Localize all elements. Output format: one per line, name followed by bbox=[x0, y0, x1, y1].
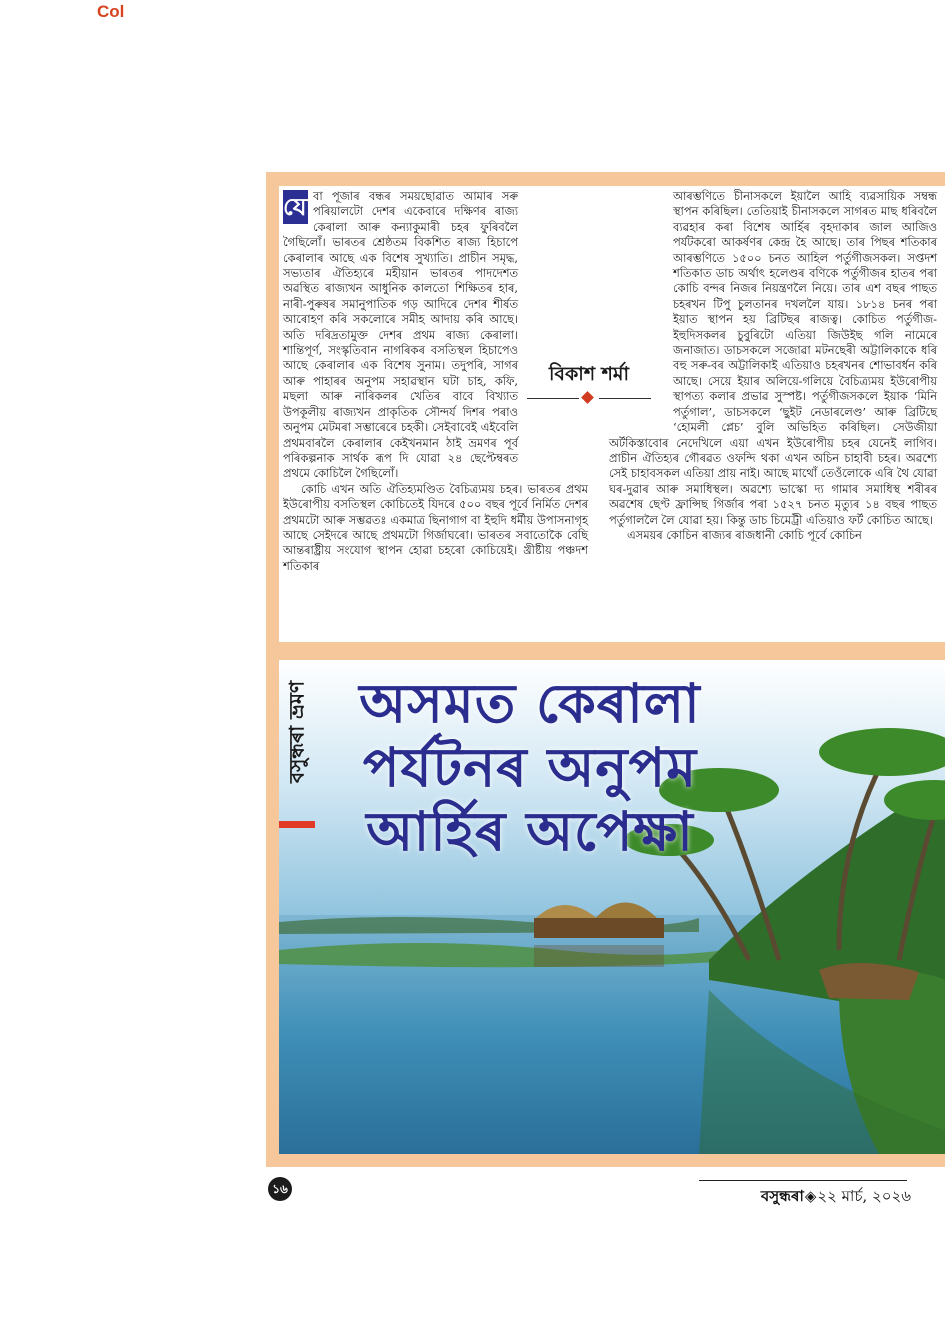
accent-bar bbox=[279, 821, 315, 828]
article-column-right bbox=[609, 189, 937, 543]
issue-date: ২২ মাৰ্চ, ২০২৬ bbox=[817, 1187, 911, 1205]
dropcap: যো bbox=[283, 190, 308, 224]
page-number: ১৬ bbox=[268, 1177, 292, 1201]
paragraph bbox=[609, 189, 937, 528]
corner-tag: Col bbox=[97, 2, 125, 21]
paragraph-text: বা পূজাৰ বন্ধৰ সময়ছোৱাত আমাৰ সৰু পৰিয়ালটো দেশৰ একেবাৰে দক্ষিণৰ ৰাজ্য কেৰালা আৰু কন্যাকুমাৰী চহৰ ফুৰিবলৈ গৈছিলোঁ। ভাৰতৰ শ্ৰেষ্ঠতম বিকশিত ৰাজ্য হিচাপে কেৰালাৰ আছে এক বিশেষ সুখ্যাতি। প্ৰাচীন সমৃদ্ধ, সভ্যতাৰ ঐতিহ্যৰে মহীয়ান ভাৰতৰ পাদদেশত অৱস্থিত ৰাজ্যখন আধুনিক কালতো শিক্ষিতৰ হাৰ, নাৰী-পুৰুষৰ সমানুপাতিক গড় আদিৰে দেশৰ শীৰ্ষত আৰোহণ কৰি সকলোৰে সমীহ আদায় কৰি আছে। অতি দৰিদ্ৰতামুক্ত দেশৰ প্ৰথম ৰাজ্য কেৰালা। শান্তিপূৰ্ণ, সংস্কৃতিবান নাগৰিকৰ বসতিস্থল হিচাপেও আছে কেৰালাৰ এক বিশেষ সুনাম। তদুপৰি, সাগৰ আৰু পাহাৰৰ অনুপম সহাৱস্থান ঘটা চাহ, কফি, মছলা আৰু নাৰিকলৰ খেতিৰ বাবে বিখ্যাত উপকূলীয় ৰাজ্যখন প্ৰাকৃতিক সৌন্দৰ্য দিশৰ পৰাও অনুপম মেটমৰা সম্ভাৰেৰে চহকী। সেইবাবেই এইবেলি প্ৰথমবাৰলৈ কেৰালাৰ কেইখনমান ঠাই ভ্ৰমণৰ পূৰ্ব পৰিকল্পনাক সাৰ্থক ৰূপ দি যোৱা ২৪ ছেপ্টেম্বৰত প্ৰথমে কোচিলৈ গৈছিলোঁ। bbox=[283, 189, 518, 481]
byline-rule-right bbox=[599, 398, 651, 399]
headline-line-1: অসমত কেৰালা bbox=[359, 672, 701, 735]
paragraph: এসময়ৰ কোচিন ৰাজ্যৰ ৰাজধানী কোচি পূৰ্বে কোচিন bbox=[627, 527, 862, 542]
headline-line-2: পৰ্যটনৰ অনুপম bbox=[362, 736, 698, 799]
footer-credit bbox=[699, 1185, 911, 1210]
publication-name: বসুন্ধৰা bbox=[760, 1187, 804, 1205]
section-brand bbox=[279, 662, 319, 802]
headline bbox=[340, 672, 720, 864]
author-name: বিকাশ শৰ্মা bbox=[549, 363, 629, 385]
article-text-panel bbox=[279, 186, 945, 642]
section-brand-text: বসুন্ধৰা ভ্ৰমণ bbox=[284, 680, 309, 784]
separator-icon: ◈ bbox=[804, 1187, 817, 1205]
headline-line-3: আৰ্হিৰ অপেক্ষা bbox=[366, 800, 694, 863]
paragraph-text: আৰম্ভণিতে চীনাসকলে ইয়ালৈ আহি ব্যৱসায়িক সম্বন্ধ স্থাপন কৰিছিল। তেতিয়াই চীনাসকলে সাগৰত মাছ ধৰিবলৈ ব্যৱহাৰ কৰা বিশেষ আৰ্হিৰ বৃহদাকাৰ জাল আজিও পৰ্যটকৰো আকৰ্ষণৰ কেন্দ্ৰ হৈ আছে। তাৰ পিছৰ শতিকাৰ আৰম্ভণিতে ১৫০০ চনত আহিল পৰ্তুগীজসকল। সপ্তদশ শতিকাত ডাচ অৰ্থাৎ হলেণ্ডৰ বণিকে পৰ্তুগীজৰ হাতৰ পৰা কোচি বন্দৰ নিজৰ নিয়ন্ত্ৰণলৈ নিয়ে। তাৰ এশ বছৰ পাছত চহৰখন টিপু চুলতানৰ দখললৈ যায়। ১৮১৪ চনৰ পৰা ইয়াত স্থাপন হয় ব্ৰিটিছৰ ৰাজত্ব। কোচিত পৰ্তুগীজ-ইহুদিসকলৰ চুবুৰিটো এতিয়া জিউইছ গলি নামেৰে জনাজাত। ডাচসকলে সজোৱা মটনছেৰী অট্টালিকাকে ধৰি বহু সৰু-বৰ অট্টালিকাই এতিয়াও চহৰখনৰ শোভাবৰ্ধন কৰি আছে। সেয়ে ইয়াৰ অলিয়ে-গলিয়ে বৈচিত্ৰ্যময় ইউৰোপীয় স্থাপত্য কলাৰ প্ৰভাৱ সুস্পষ্ট। পৰ্তুগীজসকলে ইয়াক ‘মিনি পৰ্তুগাল’, ডাচসকলে ‘ছুইট নেডাৰলেণ্ড’ আৰু ব্ৰিটিছে ‘হোমলী প্লেচ’ বুলি অভিহিত কৰিছিল। সেউজীয়া অৰ্টকিস্তাবোৰ নেদেখিলে এয়া এখন ইউৰোপীয় চহৰ যেনেই লাগিব। প্ৰাচীন ঐতিহ্যৰ গৌৰৱত ওফন্দি থকা এখন অচিন চাহাবী চহৰ। অৱশ্যে সেই চাহাবসকল এতিয়া প্ৰায় নাই। আছে মাথোঁ তেওঁলোকে এৰি থৈ যোৱা ঘৰ-দুৱাৰ আৰু সমাধিস্থল। অৱশ্যে ভাস্কো দ্য গামাৰ সমাধিস্থ শৰীৰৰ অৱশেষ ছেণ্ট ফ্ৰান্সিছ গিৰ্জাৰ পৰা ১৫২৭ চনত মৃত্যুৰ ১৪ বছৰ পাছত পৰ্তুগাললৈ লৈ যোৱা হয়। কিন্তু ডাচ চিমেট্ৰী এতিয়াও ফৰ্ট কোচিত আছে। bbox=[609, 189, 937, 527]
paragraph bbox=[283, 189, 588, 482]
byline bbox=[527, 360, 651, 392]
byline-rule-left bbox=[527, 398, 579, 399]
footer-rule bbox=[699, 1180, 907, 1181]
paragraph: কোচি এখন অতি ঐতিহ্যমণ্ডিত বৈচিত্ৰ্যময় চহৰ। ভাৰতৰ প্ৰথম ইউৰোপীয় বসতিস্থল কোচিতেই যিদৰে ৫০০ বছৰ পূৰ্বে নিৰ্মিত দেশৰ প্ৰথমটো আৰু সম্ভৱতঃ একমাত্ৰ ছিনাগাগ বা ইহুদি ধৰ্মীয় উপাসনাগৃহ আছে সেইদৰে আছে প্ৰথমটো গিৰ্জাঘৰো। ভাৰতৰ সবাতোকৈ বেছি আন্তৰাষ্ট্ৰীয় সংযোগ স্থাপন হোৱা চহৰো কোচিয়েই। খ্ৰীষ্টীয় পঞ্চদশ শতিকাৰ bbox=[283, 481, 588, 573]
